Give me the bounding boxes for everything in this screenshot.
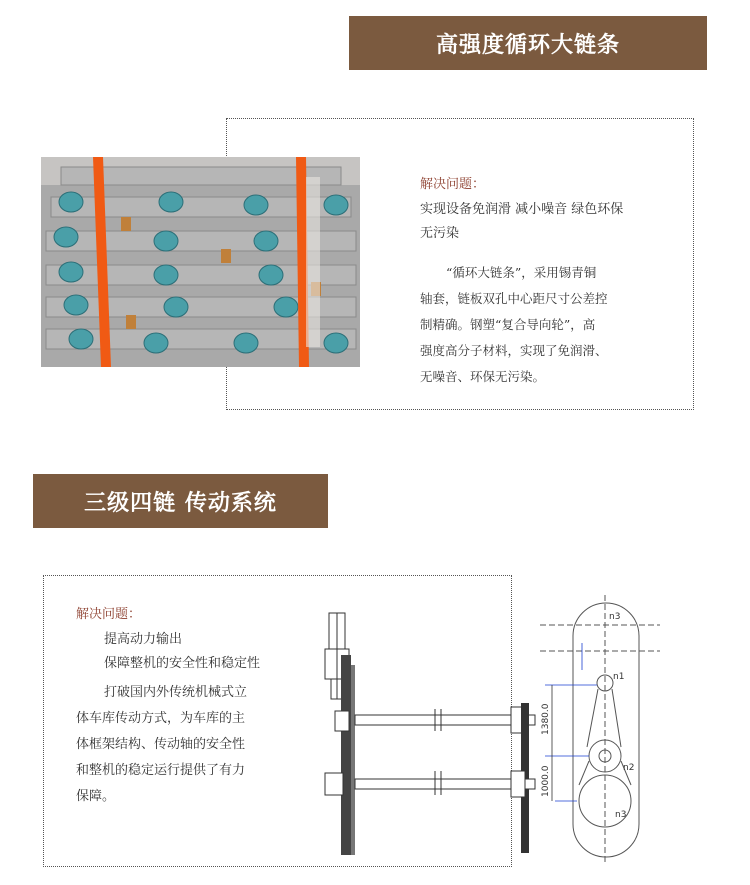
chain-column: [341, 655, 351, 855]
chain-description: [420, 173, 680, 390]
upper-shaft: [335, 707, 535, 733]
paragraph-line: 保障。: [76, 789, 116, 804]
paragraph-line: 体框架结构、传动轴的安全性: [76, 737, 246, 752]
paragraph-line: 体车库传动方式，为车库的主: [76, 711, 246, 726]
paragraph-line: “循环大链条”，采用锡青铜: [446, 265, 597, 280]
paragraph-line: 和整机的稳定运行提供了有力: [76, 763, 246, 778]
problem-line: 无污染: [420, 226, 460, 241]
problem-label: 解决问题：: [76, 607, 142, 622]
transmission-diagram: [315, 595, 675, 865]
problem-line: 保障整机的安全性和稳定性: [104, 656, 261, 671]
label-n2: n2: [623, 763, 635, 773]
paragraph-line: 轴套，链板双孔中心距尺寸公差控: [420, 291, 608, 306]
chain-photo: [41, 157, 360, 367]
paragraph-line: 打破国内外传统机械式立: [104, 685, 248, 700]
transmission-description: [76, 603, 291, 810]
paragraph-line: 无噪音、环保无污染。: [420, 369, 546, 384]
section-title-chain: 高强度循环大链条: [349, 16, 707, 70]
problem-line: 提高动力输出: [104, 632, 183, 647]
label-n1: n1: [613, 672, 625, 682]
lower-shaft: [325, 771, 535, 797]
paragraph-line: 制精确。钢塑“复合导向轮”，高: [420, 317, 596, 332]
paragraph-line: 强度高分子材料，实现了免润滑、: [420, 343, 608, 358]
dimension-1380: 1380.0: [541, 703, 551, 735]
label-n3-top: n3: [609, 612, 621, 622]
problem-line: 实现设备免润滑 减小噪音 绿色环保: [420, 202, 624, 217]
dimension-1000: 1000.0: [541, 765, 551, 797]
problem-label: 解决问题：: [420, 177, 486, 192]
label-n3-bottom: n3: [615, 810, 627, 820]
chain-schematic: [540, 595, 660, 865]
section-title-transmission: 三级四链 传动系统: [33, 474, 328, 528]
